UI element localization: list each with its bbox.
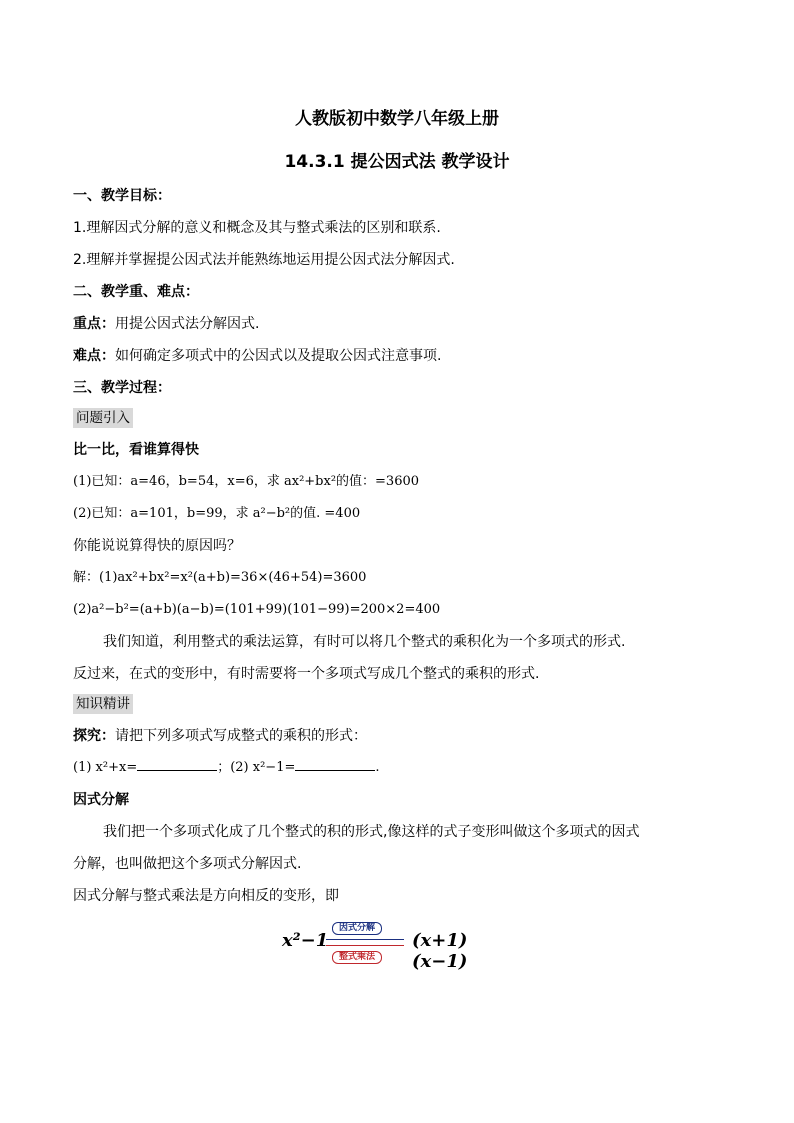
solution-2: (2)a²−b²=(a+b)(a−b)=(101+99)(101−99)=200×2=400 — [73, 602, 441, 617]
formula-left: x²−1 — [282, 930, 329, 951]
arrow-label-factor: 因式分解 — [332, 922, 382, 935]
exercise-2: ；(2) x²−1= — [217, 760, 296, 775]
arrow-left-icon — [326, 945, 404, 946]
paragraph-3: 因式分解与整式乘法是方向相反的变形，即 — [73, 888, 339, 904]
key-point-text: 用提公因式法分解因式. — [115, 316, 260, 332]
question-2: (2)已知：a=101，b=99，求 a²−b²的值. =400 — [73, 506, 361, 521]
lesson-title: 14.3.1 提公因式法 教学设计 — [284, 152, 510, 172]
solution-1: 解：(1)ax²+bx²=x²(a+b)=36×(46+54)=3600 — [73, 570, 367, 585]
explore-label: 探究： — [73, 728, 115, 744]
key-point-label: 重点： — [73, 316, 115, 332]
document-title: 人教版初中数学八年级上册 — [295, 109, 499, 129]
answer-blank-1 — [137, 758, 217, 771]
paragraph-2-line-2: 分解，也叫做把这个多项式分解因式. — [73, 856, 302, 872]
explore-line — [73, 726, 367, 746]
exercise-end: . — [375, 760, 380, 775]
formula-right: (x+1) (x−1) — [412, 930, 468, 972]
compare-heading: 比一比，看谁算得快 — [73, 442, 199, 458]
paragraph-1-line-2: 反过来，在式的变形中，有时需要将一个多项式写成几个整式的乘积的形式. — [73, 666, 540, 682]
tag-problem-intro — [73, 408, 133, 428]
paragraph-1-line-1: 我们知道，利用整式的乘法运算，有时可以将几个整式的乘积化为一个多项式的形式. — [103, 634, 626, 650]
tag-label: 问题引入 — [73, 408, 133, 428]
tag-label: 知识精讲 — [73, 694, 133, 714]
goal-item-1: 1.理解因式分解的意义和概念及其与整式乘法的区别和联系. — [73, 220, 441, 236]
question-why: 你能说说算得快的原因吗？ — [73, 538, 241, 554]
exercise-1: (1) x²+x= — [73, 760, 138, 775]
arrow-right-icon — [326, 939, 404, 940]
paragraph-2-line-1: 我们把一个多项式化成了几个整式的积的形式,像这样的式子变形叫做这个多项式的因式 — [103, 824, 640, 840]
question-1: (1)已知：a=46，b=54，x=6，求 ax²+bx²的值：=3600 — [73, 474, 420, 489]
answer-blank-2 — [295, 758, 375, 771]
key-point — [73, 314, 259, 334]
explore-text: 请把下列多项式写成整式的乘积的形式： — [115, 728, 367, 744]
exercise-line — [73, 758, 380, 778]
factorization-heading: 因式分解 — [73, 792, 129, 808]
section-heading-process: 三、教学过程： — [73, 380, 171, 396]
section-heading-keypoints: 二、教学重、难点： — [73, 284, 199, 300]
tag-knowledge — [73, 694, 133, 714]
difficult-point — [73, 346, 441, 366]
difficult-point-label: 难点： — [73, 348, 115, 364]
arrow-label-multiply: 整式乘法 — [332, 951, 382, 964]
goal-item-2: 2.理解并掌握提公因式法并能熟练地运用提公因式法分解因式. — [73, 252, 455, 268]
difficult-point-text: 如何确定多项式中的公因式以及提取公因式注意事项. — [115, 348, 442, 364]
section-heading-goals: 一、教学目标： — [73, 188, 171, 204]
factorization-formula — [282, 918, 522, 972]
